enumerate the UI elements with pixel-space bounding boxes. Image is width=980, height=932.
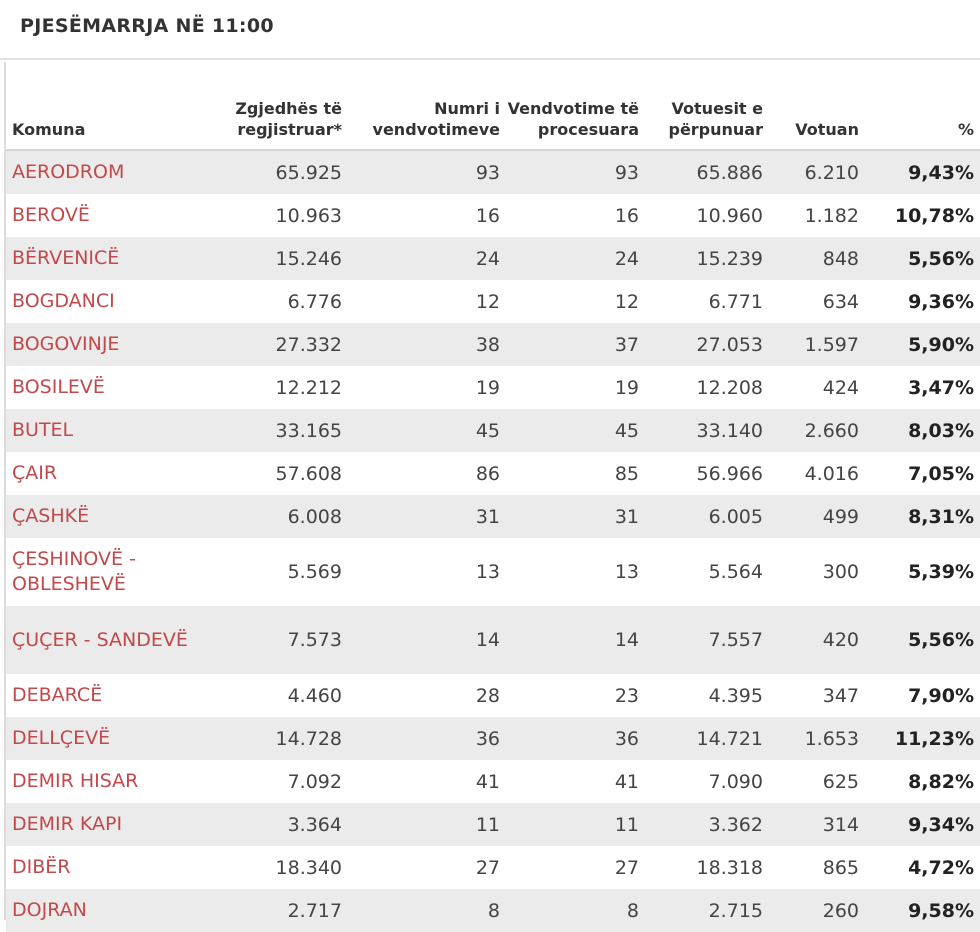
table-row [6, 323, 980, 366]
percent-cell: 9,58% [865, 889, 980, 932]
page-title: PJESËMARRJA NË 11:00 [20, 15, 274, 37]
municipality-link[interactable]: ÇAIR [12, 462, 58, 484]
processed-stations-cell: 11 [506, 803, 645, 846]
processed-stations-cell: 14 [506, 606, 645, 674]
municipality-link[interactable]: ÇASHKË [6, 495, 197, 538]
table-row [6, 717, 980, 760]
table-body [6, 150, 980, 932]
municipality-link[interactable]: BOGDANCI [12, 290, 115, 312]
voted-cell: 1.182 [804, 204, 859, 227]
table-row [6, 760, 980, 803]
registered-cell: 2.717 [197, 889, 348, 932]
municipality-link[interactable]: DEMIR KAPI [6, 803, 197, 846]
municipality-link[interactable]: BUTEL [6, 409, 197, 452]
percent-cell: 10,78% [894, 204, 974, 227]
processed-voters-cell: 3.362 [645, 803, 769, 846]
percent-cell: 3,47% [908, 376, 974, 399]
processed-stations-cell: 37 [506, 323, 645, 366]
stations-cell: 14 [348, 606, 506, 674]
processed-voters-cell: 18.318 [696, 856, 763, 879]
percent-cell: 5,56% [865, 606, 980, 674]
processed-voters-cell: 7.090 [708, 770, 763, 793]
processed-voters-cell: 12.208 [696, 376, 763, 399]
processed-voters-cell: 10.960 [696, 204, 763, 227]
municipality-link[interactable]: BOGOVINJE [6, 323, 197, 366]
percent-cell: 7,90% [908, 684, 974, 707]
stations-cell: 38 [348, 323, 506, 366]
processed-voters-cell: 6.005 [645, 495, 769, 538]
registered-cell: 18.340 [275, 856, 342, 879]
percent-cell: 11,23% [865, 717, 980, 760]
processed-voters-cell: 14.721 [645, 717, 769, 760]
voted-cell: 634 [822, 290, 859, 313]
registered-cell: 14.728 [197, 717, 348, 760]
table-row [6, 366, 980, 409]
processed-stations-cell: 85 [614, 462, 639, 485]
table-row [6, 846, 980, 889]
column-header-percent[interactable]: % [865, 66, 980, 150]
voted-cell: 848 [769, 237, 865, 280]
registered-cell: 7.092 [287, 770, 342, 793]
table-row [6, 606, 980, 674]
processed-stations-cell: 12 [614, 290, 639, 313]
stations-cell: 8 [348, 889, 506, 932]
stations-cell: 93 [348, 150, 506, 194]
processed-stations-cell: 93 [506, 150, 645, 194]
column-header-processed-voters[interactable]: Votuesit e përpunuar [645, 66, 769, 150]
column-header-processed-stations[interactable]: Vendvotime të procesuara [506, 66, 645, 150]
stations-cell: 19 [475, 376, 500, 399]
processed-stations-cell: 36 [506, 717, 645, 760]
table-row [6, 889, 980, 932]
stations-cell: 41 [475, 770, 500, 793]
municipality-link[interactable]: BOSILEVË [12, 376, 105, 398]
table-row [6, 803, 980, 846]
stations-cell: 31 [348, 495, 506, 538]
processed-voters-cell: 15.239 [645, 237, 769, 280]
table-row [6, 409, 980, 452]
processed-voters-cell: 56.966 [696, 462, 763, 485]
percent-cell: 9,34% [865, 803, 980, 846]
percent-cell: 4,72% [908, 856, 974, 879]
processed-voters-cell: 27.053 [645, 323, 769, 366]
registered-cell: 12.212 [275, 376, 342, 399]
table-row [6, 237, 980, 280]
percent-cell: 8,82% [908, 770, 974, 793]
percent-cell: 8,31% [865, 495, 980, 538]
voted-cell: 1.653 [769, 717, 865, 760]
voted-cell: 314 [769, 803, 865, 846]
voted-cell: 420 [769, 606, 865, 674]
table-row [6, 194, 980, 237]
registered-cell: 27.332 [197, 323, 348, 366]
table-row [6, 538, 980, 606]
processed-stations-cell: 45 [506, 409, 645, 452]
registered-cell: 65.925 [197, 150, 348, 194]
column-header-registered[interactable]: Zgjedhës të regjistruar* [197, 66, 348, 150]
table-row [6, 452, 980, 495]
registered-cell: 15.246 [197, 237, 348, 280]
voted-cell: 625 [822, 770, 859, 793]
registered-cell: 5.569 [287, 561, 342, 583]
processed-stations-cell: 19 [614, 376, 639, 399]
processed-stations-cell: 24 [506, 237, 645, 280]
municipality-link[interactable]: ÇUÇER - SANDEVË [6, 606, 197, 674]
registered-cell: 7.573 [197, 606, 348, 674]
registered-cell: 3.364 [197, 803, 348, 846]
municipality-link[interactable]: DELLÇEVË [6, 717, 197, 760]
voted-cell: 499 [769, 495, 865, 538]
voted-cell: 2.660 [769, 409, 865, 452]
processed-stations-cell: 16 [614, 204, 639, 227]
percent-cell: 7,05% [908, 462, 974, 485]
processed-voters-cell: 4.395 [708, 684, 763, 707]
percent-cell: 8,03% [865, 409, 980, 452]
voted-cell: 260 [769, 889, 865, 932]
municipality-link[interactable]: AERODROM [6, 150, 197, 194]
column-header-voted[interactable]: Votuan [769, 66, 865, 150]
voted-cell: 424 [822, 376, 859, 399]
voted-cell: 300 [822, 561, 859, 583]
registered-cell: 6.776 [287, 290, 342, 313]
table-row [6, 674, 980, 717]
voted-cell: 4.016 [804, 462, 859, 485]
processed-voters-cell: 33.140 [645, 409, 769, 452]
percent-cell: 5,39% [908, 561, 974, 583]
registered-cell: 10.963 [275, 204, 342, 227]
header-row [6, 66, 980, 150]
table-row [6, 495, 980, 538]
municipality-link[interactable]: DEMIR HISAR [12, 770, 139, 792]
column-header-polling-stations[interactable]: Numri i vendvotimeve [348, 66, 506, 150]
registered-cell: 57.608 [275, 462, 342, 485]
processed-voters-cell: 65.886 [645, 150, 769, 194]
stations-cell: 36 [348, 717, 506, 760]
stations-cell: 11 [348, 803, 506, 846]
municipality-link[interactable]: DIBËR [12, 856, 71, 878]
stations-cell: 86 [475, 462, 500, 485]
voted-cell: 347 [822, 684, 859, 707]
processed-voters-cell: 2.715 [645, 889, 769, 932]
table-row [6, 280, 980, 323]
stations-cell: 24 [348, 237, 506, 280]
processed-stations-cell: 8 [506, 889, 645, 932]
municipality-link[interactable]: DOJRAN [6, 889, 197, 932]
processed-voters-cell: 7.557 [645, 606, 769, 674]
municipality-link[interactable]: ÇESHINOVË - OBLESHEVË [12, 548, 136, 595]
percent-cell: 5,90% [865, 323, 980, 366]
stations-cell: 45 [348, 409, 506, 452]
processed-voters-cell: 6.771 [708, 290, 763, 313]
processed-stations-cell: 23 [614, 684, 639, 707]
registered-cell: 6.008 [197, 495, 348, 538]
municipality-link[interactable]: DEBARCË [12, 684, 103, 706]
stations-cell: 13 [475, 561, 500, 583]
column-header-komuna[interactable]: Komuna [6, 66, 197, 150]
stations-cell: 16 [475, 204, 500, 227]
stations-cell: 12 [475, 290, 500, 313]
processed-stations-cell: 31 [506, 495, 645, 538]
turnout-table [6, 66, 980, 932]
municipality-link[interactable]: BEROVË [12, 204, 90, 226]
percent-cell: 9,43% [865, 150, 980, 194]
processed-voters-cell: 5.564 [708, 561, 763, 583]
municipality-link[interactable]: BËRVENICË [6, 237, 197, 280]
stations-cell: 28 [475, 684, 500, 707]
voted-cell: 1.597 [769, 323, 865, 366]
registered-cell: 4.460 [287, 684, 342, 707]
voted-cell: 865 [822, 856, 859, 879]
stations-cell: 27 [475, 856, 500, 879]
processed-stations-cell: 41 [614, 770, 639, 793]
table-row [6, 150, 980, 194]
percent-cell: 9,36% [908, 290, 974, 313]
voted-cell: 6.210 [769, 150, 865, 194]
title-bar [0, 0, 980, 60]
processed-stations-cell: 27 [614, 856, 639, 879]
percent-cell: 5,56% [865, 237, 980, 280]
processed-stations-cell: 13 [614, 561, 639, 583]
registered-cell: 33.165 [197, 409, 348, 452]
